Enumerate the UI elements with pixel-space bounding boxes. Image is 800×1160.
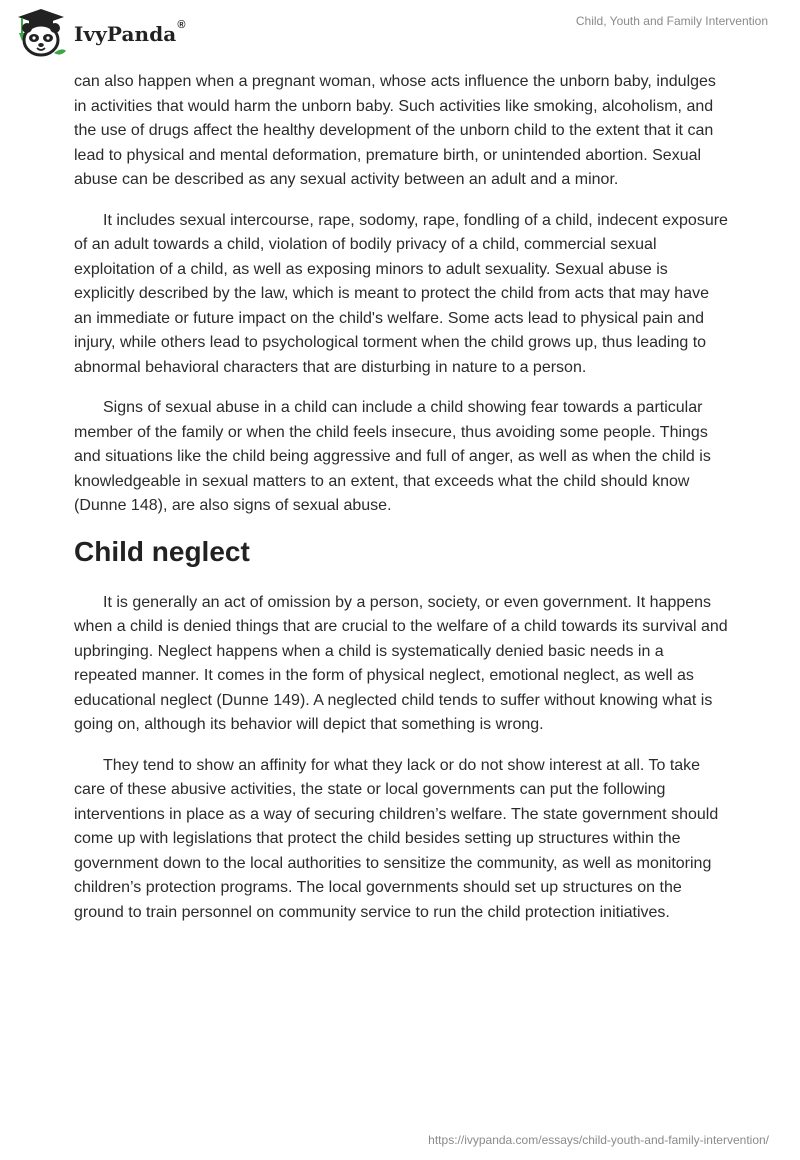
ivypanda-logo[interactable] bbox=[14, 7, 186, 59]
paragraph-neglect-definition: It is generally an act of omission by a person, society, or even government. It happens when a child is denied things that are crucial to the welfare of a child towards its survival and upbringing. Neglect happens when a child is systematically denied basic needs in a repeated manner. It comes in the form of physical neglect, emotional neglect, as well as educational neglect (Dunne 149). A neglected child tends to suffer without knowing what is going on, although its behavior will depict that something is wrong. bbox=[74, 593, 728, 733]
paragraph-sexual-abuse-forms: It includes sexual intercourse, rape, sodomy, rape, fondling of a child, indecent exposure of an adult towards a child, violation of bodily privacy of a child, commercial sexual exploitation of a child, as well as exposing minors to adult sexuality. Sexual abuse is explicitly described by the law, which is meant to protect the child from acts that may have an immediate or future impact on the child's welfare. Some acts lead to physical pain and injury, while others lead to psychological torment when the child grows up, thus leading to abnormal behavioral characters that are disturbing in nature to a person. bbox=[74, 211, 728, 376]
paragraph-sexual-abuse-signs: Signs of sexual abuse in a child can include a child showing fear towards a particular member of the family or when the child feels insecure, thus avoiding some people. Things and situations like the child being aggressive and full of anger, as well as when the child is knowledgeable in sexual matters to an extent, that exceeds what the child should know (Dunne 148), are also signs of sexual abuse. bbox=[74, 399, 711, 514]
section-heading-child-neglect: Child neglect bbox=[74, 535, 250, 567]
footer-source-url[interactable]: https://ivypanda.com/essays/child-youth-and-family-intervention/ bbox=[428, 1133, 769, 1147]
registered-mark: ® bbox=[177, 19, 186, 31]
paragraph-interventions: They tend to show an affinity for what they lack or do not show interest at all. To take care of these abusive activities, the state or local governments can put the following interventions in place as a way of securing children’s welfare. The state government should come up with legislations that protect the child besides setting up structures within the government down to the local authorities to sensitize the community, as well as monitoring children’s protection programs. The local governments should set up structures on the ground to train personnel on community service to run the child protection initiatives. bbox=[74, 756, 719, 921]
panda-graduate-icon bbox=[14, 7, 68, 59]
essay-body bbox=[74, 70, 728, 941]
logo-wordmark: IvyPanda® bbox=[74, 19, 186, 46]
paragraph-continuation: can also happen when a pregnant woman, whose acts influence the unborn baby, indulges in activities that would harm the unborn baby. Such activities like smoking, alcoholism, and the use of drugs affect the healthy development of the unborn child to the extent that it can lead to physical and mental deformation, premature birth, or unintended abortion. Sexual abuse can be described as any sexual activity between an adult and a minor. bbox=[74, 73, 716, 188]
page-header bbox=[0, 0, 800, 62]
document-title: Child, Youth and Family Intervention bbox=[575, 14, 768, 28]
